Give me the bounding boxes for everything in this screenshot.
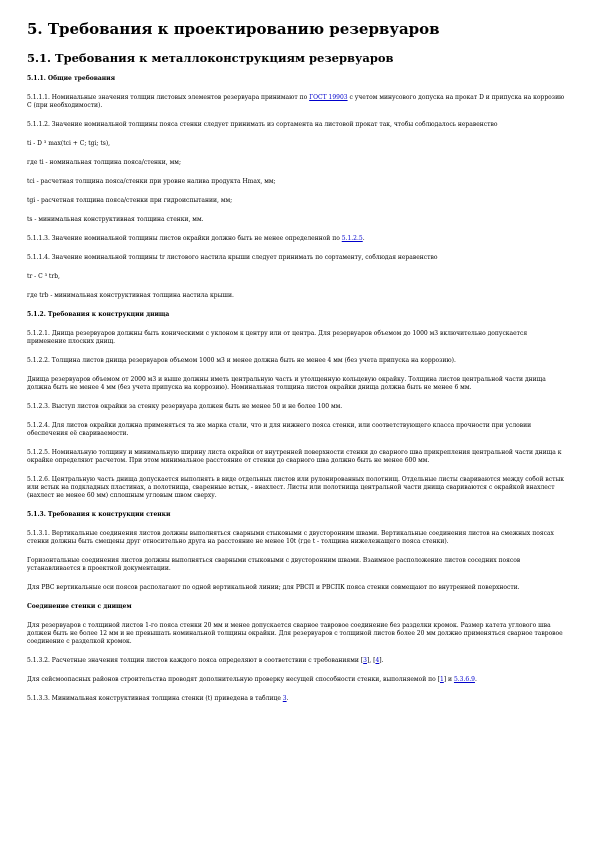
paragraph-5-1-1-1 bbox=[27, 94, 568, 110]
paragraph-5-1-2-4: 5.1.2.4. Для листов окрайки должна применяться та же марка стали, что и для нижнего пояса стенки, или соответствующего класса прочности при условии обеспечения её свариваемости. bbox=[27, 422, 532, 437]
definition-tci: tci - расчетная толщина пояса/стенки при уровне налива продукта Hmax, мм; bbox=[27, 178, 276, 185]
text: ] и bbox=[443, 676, 454, 683]
definition-tgi: tgi - расчетная толщина пояса/стенки при гидроиспытании, мм; bbox=[27, 197, 233, 204]
reference-link-3[interactable]: 3 bbox=[363, 657, 367, 664]
subsection-heading-bottom: 5.1.2. Требования к конструкции днища bbox=[27, 311, 170, 318]
reference-link-4[interactable]: 4 bbox=[375, 657, 380, 664]
paragraph-horizontal-joints: Горизонтальные соединения листов должны выполняться сварными стыковыми с двусторонним швами. Взаимное расположение листов соседних поясов устанавливается в проектной документации. bbox=[27, 557, 521, 572]
text: 5.1.3.3. Минимальная конструктивная толщина стенки (t) приведена в таблице bbox=[27, 695, 283, 702]
paragraph-5-1-1-3 bbox=[27, 235, 568, 243]
paragraph-5-1-3-3 bbox=[27, 695, 568, 703]
definition-trb: где trb - минимальная конструктивная толщина настила крыши. bbox=[27, 292, 234, 299]
text: . bbox=[362, 235, 365, 242]
text: 5.1.1.3. Значение номинальной толщины листов окрайки должно быть не менее определенной по bbox=[27, 235, 342, 242]
paragraph-5-1-2-3: 5.1.2.3. Выступ листов окрайки за стенку резервуара должен быть не менее 50 и не более 100 мм. bbox=[27, 403, 343, 410]
paragraph-5-1-2-1: 5.1.2.1. Днища резервуаров должны быть коническими с уклоном к центру или от центра. Для резервуаров объемом до 1000 м3 включительно допускается применение плоских днищ. bbox=[27, 330, 528, 345]
table-link-3[interactable]: 3 bbox=[282, 695, 287, 702]
text: 5.1.1.1. Номинальные значения толщин листовых элементов резервуара принимают по bbox=[27, 94, 310, 101]
definition-ts: ts - минимальная конструктивная толщина стенки, мм. bbox=[27, 216, 204, 223]
text: . bbox=[286, 695, 289, 702]
paragraph-5-1-1-4: 5.1.1.4. Значение номинальной толщины tr листового настила крыши следует принимать по сортаменту, соблюдая неравенство bbox=[27, 254, 438, 261]
paragraph-5-1-3-2 bbox=[27, 657, 568, 665]
paragraph-seismic bbox=[27, 676, 568, 684]
text: 5.1.3.2. Расчетные значения толщин листов каждого пояса определяют в соответствии с требованиями [ bbox=[27, 657, 364, 664]
text: с учетом минусового допуска на прокат D и припуска на коррозию C (при необходимости). bbox=[27, 94, 565, 109]
text: ], [ bbox=[366, 657, 376, 664]
paragraph-5-1-2-2: 5.1.2.2. Толщина листов днища резервуаров объемом 1000 м3 и менее должна быть не менее 4 мм (без учета припуска на коррозию). bbox=[27, 357, 456, 364]
reference-link-1[interactable]: 1 bbox=[439, 676, 444, 683]
formula-shell-thickness: ti - D ³ max(tci + C; tgi; ts), bbox=[27, 140, 111, 147]
paragraph-rvs-axes: Для РВС вертикальные оси поясов располагают по одной вертикальной линии; для РВСП и РВСПК пояса стенки совмещают по внутренней поверхности. bbox=[27, 584, 520, 591]
subheading-shell-bottom-joint: Соединение стенки с днищем bbox=[27, 603, 132, 610]
text: ]. bbox=[379, 657, 384, 664]
paragraph-shell-bottom-joint: Для резервуаров с толщиной листов 1-го пояса стенки 20 мм и менее допускается сварное тавровое соединение без разделки кромок. Размер катета углового шва должен быть не более 12 мм и не превышать номинальной толщины окрайки. Для резервуаров с толщиной листов более 20 мм должно применяться сварное тавровое соединение с разделкой кромок. bbox=[27, 622, 563, 645]
text: Для сейсмоопасных районов строительства проводят дополнительную проверку несущей способности стенки, выполняемой по [ bbox=[27, 676, 440, 683]
paragraph-bottom-annular: Днища резервуаров объемом от 2000 м3 и выше должны иметь центральную часть и утолщенную кольцевую окрайку. Толщина листов центральной части днища должна быть не менее 4 мм (без учета припуска на коррозию). Номинальная толщина листов окрайки днища должна быть не менее 6 мм. bbox=[27, 376, 546, 391]
formula-roof-thickness: tr - C ³ trb, bbox=[27, 273, 60, 280]
page-title: 5. Требования к проектированию резервуаров bbox=[27, 20, 440, 38]
paragraph-5-1-1-2: 5.1.1.2. Значение номинальной толщины пояса стенки следует принимать из сортамента на листовой прокат так, чтобы соблюдалось неравенство bbox=[27, 121, 498, 128]
paragraph-5-1-3-1: 5.1.3.1. Вертикальные соединения листов должны выполняться сварными стыковыми с двусторонним швами. Вертикальные соединения листов на смежных поясах стенки должны быть смещены друг относительно друга на расстояние не менее 10t (где t - толщина нижележащего пояса стенки). bbox=[27, 530, 554, 545]
gost-link[interactable]: ГОСТ 19903 bbox=[309, 94, 348, 101]
clause-link-5-1-2-5[interactable]: 5.1.2.5 bbox=[341, 235, 363, 242]
clause-link-5-3-6-9[interactable]: 5.3.6.9 bbox=[453, 676, 475, 683]
definition-ti: где ti - номинальная толщина пояса/стенки, мм; bbox=[27, 159, 181, 166]
paragraph-5-1-2-6: 5.1.2.6. Центральную часть днища допускается выполнять в виде отдельных листов или рулонированных полотнищ. Отдельные листы свариваются между собой встык или встык на подкладных пластинах, а полотнища, сваренные встык, - внахлест. Листы или полотнища центральной части днища свариваются с окрайкой внахлест (нахлест не менее 60 мм) сплошным угловым швом сверху. bbox=[27, 476, 564, 499]
subsection-heading-general: 5.1.1. Общие требования bbox=[27, 75, 116, 82]
text: . bbox=[474, 676, 477, 683]
paragraph-5-1-2-5: 5.1.2.5. Номинальную толщину и минимальную ширину листа окрайки от внутренней поверхности стенки до сварного шва прикрепления центральной части днища к окрайке определяют расчетом. При этом минимальное расстояние от стенки до сварного шва должно быть не менее 600 мм. bbox=[27, 449, 562, 464]
subsection-heading-shell: 5.1.3. Требования к конструкции стенки bbox=[27, 511, 171, 518]
section-heading: 5.1. Требования к металлоконструкциям резервуаров bbox=[27, 51, 394, 65]
